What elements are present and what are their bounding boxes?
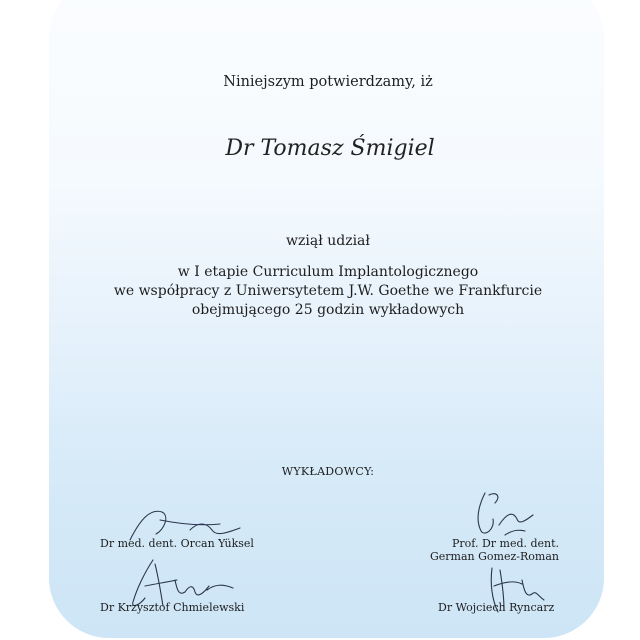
lecturer-2-name: German Gomez-Roman: [430, 550, 559, 563]
lecturer-4-name: Dr Wojciech Ryncarz: [438, 601, 555, 614]
lecturers-heading: WYKŁADOWCY:: [281, 465, 375, 478]
body-line-3: obejmującego 25 godzin wykładowych: [191, 302, 465, 318]
lecturer-2-title: Prof. Dr med. dent.: [452, 537, 560, 550]
signature-gomez-roman: [455, 485, 545, 545]
lecturer-3-name: Dr Krzysztof Chmielewski: [100, 601, 245, 614]
participation-text: wziął udział: [286, 233, 370, 249]
lecturer-1-name: Dr med. dent. Orcan Yüksel: [100, 537, 254, 550]
body-line-2: we współpracy z Uniwersytetem J.W. Goethe we Frankfurcie: [113, 283, 543, 299]
intro-text: Niniejszym potwierdzamy, iż: [223, 74, 433, 90]
recipient-name: Dr Tomasz Śmigiel: [225, 136, 435, 161]
body-line-1: w I etapie Curriculum Implantologicznego: [177, 264, 479, 280]
